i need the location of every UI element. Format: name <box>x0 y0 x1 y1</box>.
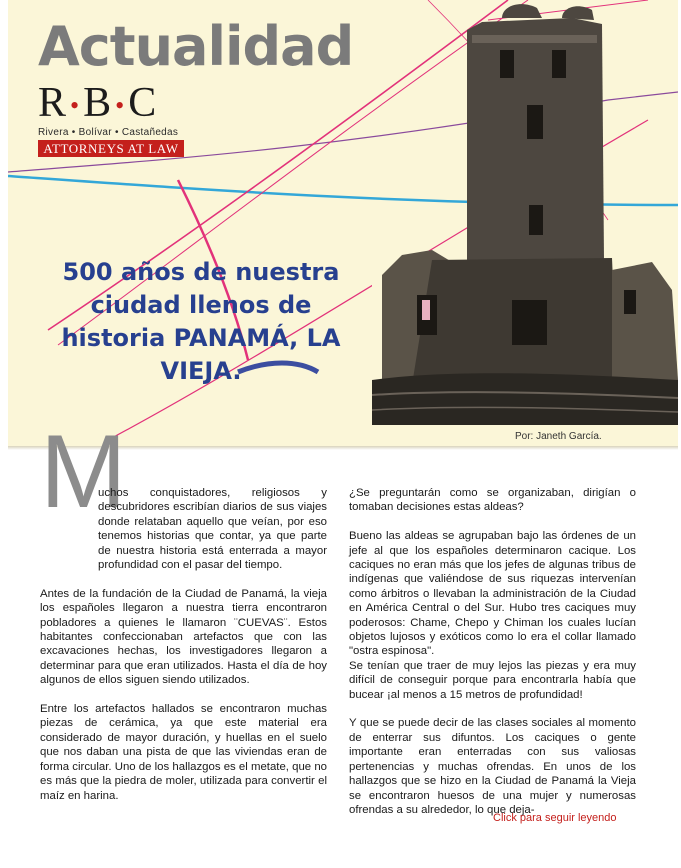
logo-letter-r: R <box>38 80 68 126</box>
drop-cap: M <box>40 414 127 530</box>
tower-image <box>372 0 678 425</box>
logo-letter-b: B <box>83 80 113 126</box>
continue-reading-link[interactable]: Click para seguir leyendo <box>493 812 617 824</box>
left-column <box>40 486 327 817</box>
paragraph: uchos conquistadores, religiosos y descubridores escribían diarios de sus viajes donde relataban aquello que veían, por eso tenemos historias que contar, ya que parte de nuestra historia está enterrada a mayor profundidad con el pasar del tiempo. <box>98 487 327 572</box>
article-byline: Por: Janeth García. <box>515 431 602 442</box>
hero-banner <box>8 0 678 448</box>
logo-partners: Rivera • Bolívar • Castañedas <box>38 127 179 138</box>
rbc-logo <box>38 82 157 124</box>
paragraph: ¿Se preguntarán como se organizaban, dirigían o tomaban decisiones estas aldeas? <box>349 487 636 514</box>
paragraph: Antes de la fundación de la Ciudad de Panamá, la vieja los españoles llegaron a nuestra tierra encontraron pobladores a quienes le llamaron ¨CUEVAS¨. Estos habitantes confeccionaban artefactos que con las excavaciones hechas, los investigadores llegaron a determinar para que eran utilizados. Hasta el día de hoy algunos de ellos siguen siendo utilizados. <box>40 587 327 687</box>
logo-separator: • <box>70 91 81 121</box>
logo-tagline: ATTORNEYS AT LAW <box>38 140 184 157</box>
paragraph: Se tenían que traer de muy lejos las piezas y era muy difícil de conseguir porque para encontrarla había que bucear ¡al menos a 15 metros de profundidad! <box>349 659 636 701</box>
section-title: Actualidad <box>38 15 354 78</box>
right-column <box>349 486 636 832</box>
article-headline: 500 años de nuestra ciudad llenos de historia PANAMÁ, LA VIEJA. <box>61 258 341 385</box>
logo-letter-c: C <box>128 80 158 126</box>
logo-separator: • <box>115 91 126 121</box>
paragraph: Bueno las aldeas se agrupaban bajo las órdenes de un jefe al que los españoles determinaron cacique. Los caciques no eran más que los jefes de algunas tribus de indígenas que valiéndose de sus riquezas intervenían como árbitros o llevaban la administración de la Ciudad en América Central o del Sur. Hubo tres caciques muy poderosos: Chame, Chepo y Chiman los cuales lucían objetos lujosos y exóticos como lo era el collar llamado "ostra espinosa". <box>349 530 636 658</box>
paragraph: Entre los artefactos hallados se encontraron muchas piezas de cerámica, ya que este material era considerado de mayor duración, y huellas en el suelo que nos daban una pista de que las viviendas eran de forma circular. Uno de los hallazgos es el metate, que no es más que la piedra de moler, utilizada para convertir el maíz en harina. <box>40 703 327 802</box>
paragraph: Y que se puede decir de las clases sociales al momento de enterrar sus difuntos. Los caciques o gente importante eran enterradas con sus valiosas pertenencias y muchas ofrendas. En unos de los hallazgos que se hizo en la Ciudad de Panamá la Vieja se encontraron huesos de una mujer y numerosas ofrendas a su alrededor, lo que deja- <box>349 717 636 816</box>
